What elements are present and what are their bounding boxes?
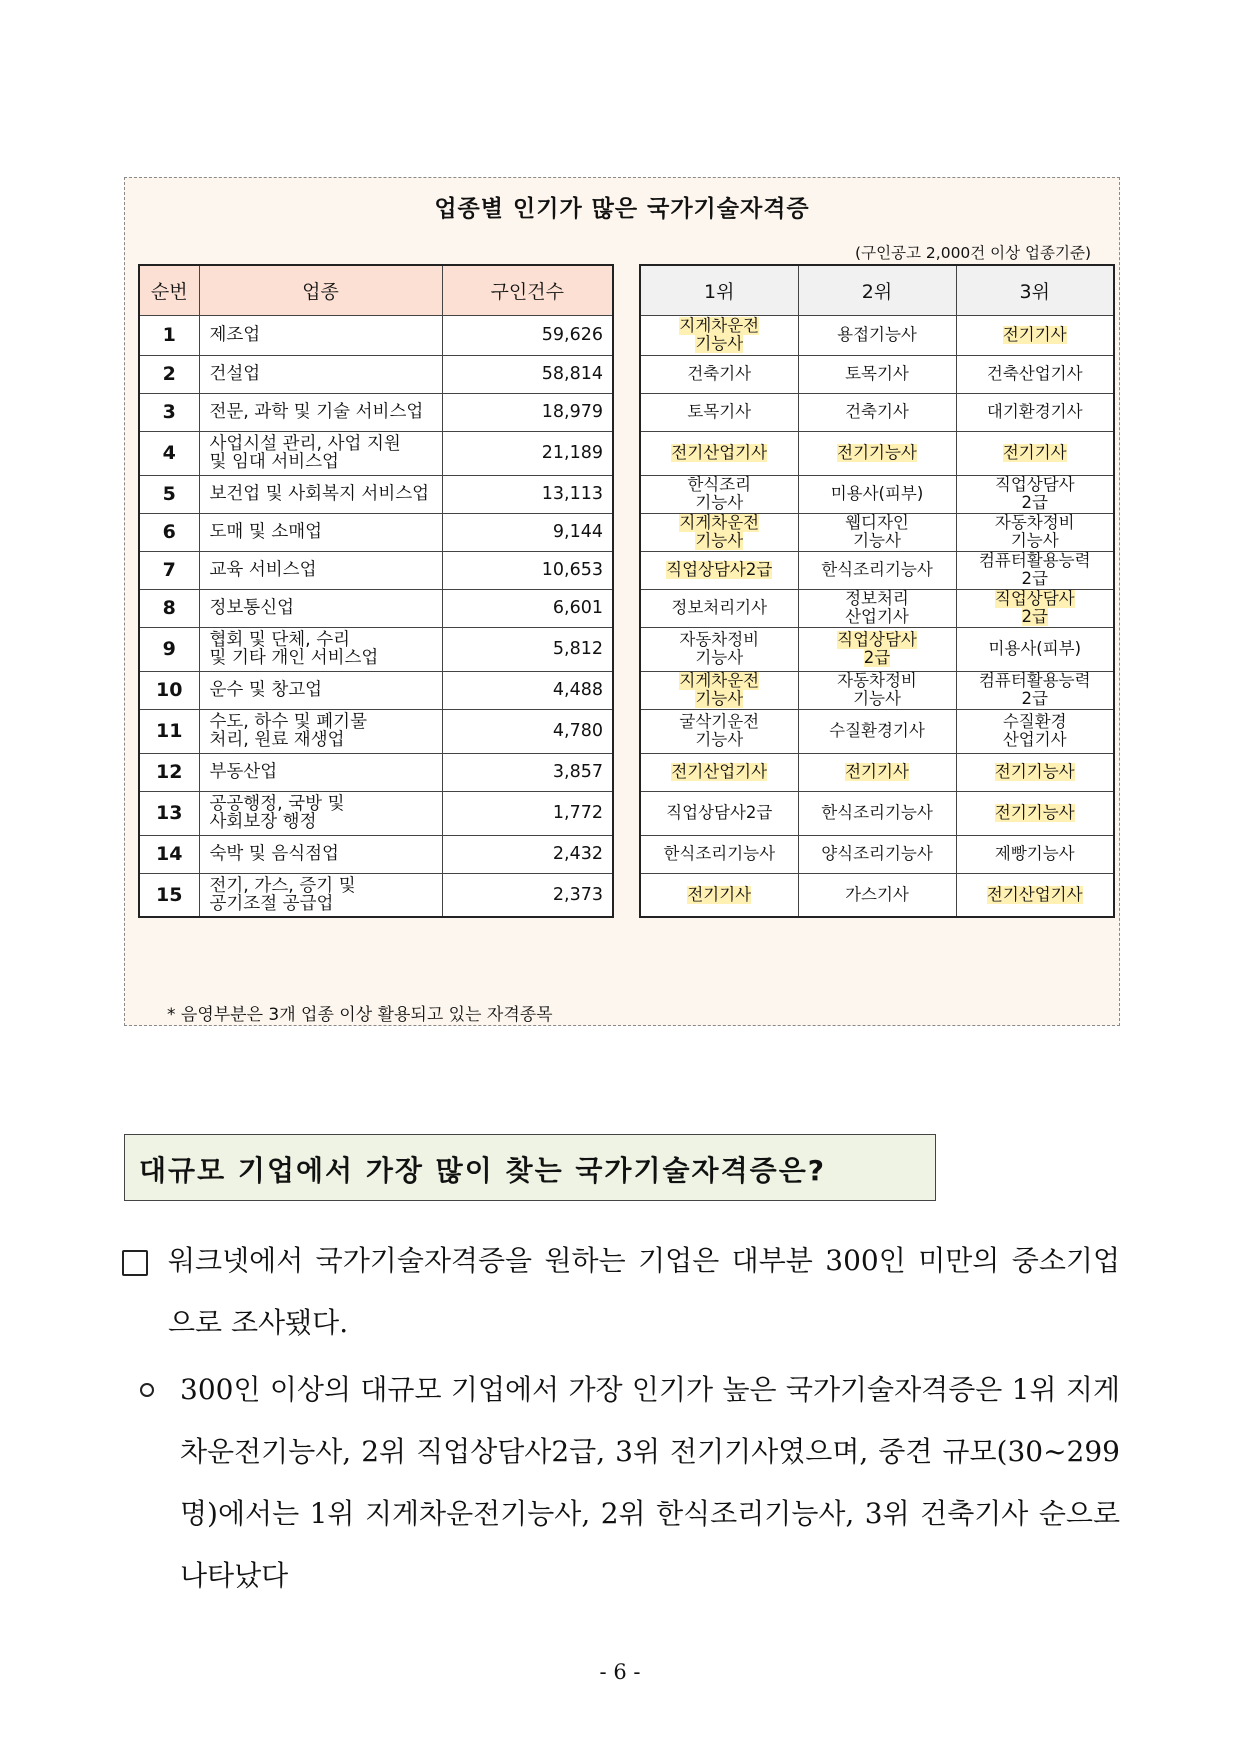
rank1-cell (640, 589, 798, 627)
rank-cell: 1 (139, 315, 199, 355)
count-cell: 3,857 (442, 753, 613, 791)
industry-cell (199, 355, 442, 393)
rank2-cell-line: 정보처리 (845, 589, 909, 608)
table-header-row (139, 265, 613, 315)
table-row (640, 873, 1114, 917)
rank1-cell-line: 한식조리기능사 (663, 844, 776, 863)
rank-cell: 15 (139, 873, 199, 917)
footnote: * 음영부분은 3개 업종 이상 활용되고 있는 자격종목 (167, 1005, 553, 1025)
rank3-cell (956, 873, 1114, 917)
rank-cell: 2 (139, 355, 199, 393)
industry-cell (199, 671, 442, 709)
rank2-cell (798, 671, 956, 709)
industry-cell-line: 공기조절 공급업 (209, 893, 334, 914)
rank-cell: 5 (139, 475, 199, 513)
industry-cell (199, 315, 442, 355)
rank1-cell-line: 토목기사 (687, 402, 752, 421)
rank1-cell (640, 753, 798, 791)
count-cell: 5,812 (442, 627, 613, 671)
rank3-cell-line: 전기기능사 (994, 762, 1075, 781)
header-second: 2위 (798, 265, 956, 315)
rank2-cell (798, 315, 956, 355)
rank1-cell (640, 835, 798, 873)
rank3-cell (956, 753, 1114, 791)
header-count: 구인건수 (442, 265, 613, 315)
rank2-cell-line: 기능사 (853, 531, 901, 550)
count-cell: 13,113 (442, 475, 613, 513)
rank3-cell (956, 355, 1114, 393)
rank2-cell-line: 산업기사 (845, 607, 909, 626)
count-cell: 10,653 (442, 551, 613, 589)
industry-cell-line: 사회보장 행정 (209, 812, 317, 832)
count-cell: 2,373 (442, 873, 613, 917)
count-cell: 9,144 (442, 513, 613, 551)
rank3-cell (956, 393, 1114, 431)
rank2-cell (798, 753, 956, 791)
industry-table (138, 264, 614, 918)
rank3-cell-line: 전기기사 (1002, 325, 1067, 344)
table-row (640, 513, 1114, 551)
paragraph-main: 워크넷에서 국가기술자격증을 원하는 기업은 대부분 300인 미만의 중소기업으로 조사됐다. (168, 1244, 1120, 1339)
header-rank: 순번 (139, 265, 199, 315)
table-row (640, 791, 1114, 835)
rank1-cell (640, 431, 798, 475)
rank1-cell-line: 지게차운전 (679, 671, 760, 690)
industry-cell (199, 791, 442, 835)
header-industry: 업종 (199, 265, 442, 315)
industry-cell-line: 및 기타 개인 서비스업 (209, 648, 379, 668)
rank2-cell (798, 393, 956, 431)
rank2-cell-line: 토목기사 (845, 364, 909, 383)
industry-cell (199, 627, 442, 671)
count-cell: 59,626 (442, 315, 613, 355)
industry-cell-line: 처리, 원료 재생업 (209, 730, 345, 750)
rank3-cell-line: 수질환경 (1002, 712, 1067, 731)
headline-box (124, 1134, 936, 1201)
rank3-cell (956, 835, 1114, 873)
rank-cell: 12 (139, 753, 199, 791)
rank2-cell (798, 513, 956, 551)
table-row (139, 589, 613, 627)
rank1-cell (640, 355, 798, 393)
table-row (139, 355, 613, 393)
rank1-cell (640, 551, 798, 589)
industry-cell (199, 431, 442, 475)
industry-cell (199, 393, 442, 431)
rank-cell: 11 (139, 709, 199, 753)
rank2-cell-line: 웹디자인 (845, 513, 909, 532)
rank2-cell-line: 가스기사 (845, 884, 909, 904)
rank-cell: 4 (139, 431, 199, 475)
rank1-cell-line: 기능사 (695, 648, 744, 667)
rank3-cell (956, 431, 1114, 475)
square-bullet-icon (122, 1250, 148, 1276)
rank3-cell-line: 직업상담사 (994, 589, 1075, 608)
table-row (139, 393, 613, 431)
rank-cell: 7 (139, 551, 199, 589)
rank2-cell-line: 건축기사 (845, 402, 909, 421)
rank3-cell-line: 컴퓨터활용능력 (978, 671, 1091, 690)
industry-cell-line: 공공행정, 국방 및 (209, 794, 345, 814)
rank1-cell-line: 전기산업기사 (671, 762, 768, 781)
rank2-cell-line: 수질환경기사 (829, 721, 925, 740)
industry-cell-line: 및 임대 서비스업 (209, 452, 339, 472)
rank1-cell (640, 873, 798, 917)
rank2-cell (798, 873, 956, 917)
rank1-cell-line: 전기기사 (687, 884, 752, 904)
rank1-cell-line: 한식조리 (687, 475, 752, 494)
rank2-cell (798, 791, 956, 835)
table-row (139, 753, 613, 791)
rank1-cell-line: 기능사 (695, 689, 744, 708)
count-cell: 21,189 (442, 431, 613, 475)
rank3-cell-line: 2급 (1021, 689, 1048, 708)
rank1-cell-line: 기능사 (695, 531, 744, 550)
rank1-cell-line: 직업상담사2급 (666, 560, 773, 579)
rank2-cell-line: 2급 (863, 648, 891, 667)
table-row (139, 835, 613, 873)
rank1-cell (640, 709, 798, 753)
table-row (640, 627, 1114, 671)
industry-cell-line: 건설업 (209, 364, 261, 384)
rank2-cell (798, 589, 956, 627)
rank2-cell (798, 431, 956, 475)
table-row (139, 671, 613, 709)
rank1-cell-line: 건축기사 (687, 364, 752, 383)
rank1-cell (640, 513, 798, 551)
rank1-cell (640, 475, 798, 513)
table-row (640, 393, 1114, 431)
count-cell: 18,979 (442, 393, 613, 431)
rank3-cell-line: 산업기사 (1002, 730, 1067, 749)
rank3-cell (956, 475, 1114, 513)
rank2-cell (798, 709, 956, 753)
table-row (640, 671, 1114, 709)
table-row (640, 475, 1114, 513)
rank1-cell (640, 671, 798, 709)
table-note: (구인공고 2,000건 이상 업종기준) (855, 244, 1091, 262)
industry-cell (199, 589, 442, 627)
rank1-cell-line: 기능사 (695, 493, 744, 512)
table-row (139, 551, 613, 589)
rank2-cell-line: 미용사(피부) (830, 484, 924, 503)
rank1-cell (640, 393, 798, 431)
rank3-cell-line: 컴퓨터활용능력 (978, 551, 1091, 570)
industry-cell (199, 709, 442, 753)
table-title: 업종별 인기가 많은 국가기술자격증 (434, 196, 810, 222)
rank1-cell-line: 전기산업기사 (671, 443, 768, 462)
industry-cell-line: 사업시설 관리, 사업 지원 (209, 434, 401, 454)
rank2-cell-line: 기능사 (853, 689, 901, 708)
table-header-row (640, 265, 1114, 315)
rank1-cell-line: 정보처리기사 (671, 598, 768, 617)
count-cell: 1,772 (442, 791, 613, 835)
rank3-cell (956, 671, 1114, 709)
rank2-cell (798, 627, 956, 671)
table-row (139, 627, 613, 671)
industry-cell-line: 운수 및 창고업 (209, 680, 323, 700)
table-row (139, 709, 613, 753)
table-section (124, 177, 1120, 1026)
rank2-cell-line: 자동차정비 (837, 671, 917, 690)
rank2-cell-line: 용접기능사 (837, 325, 917, 344)
table-row (640, 551, 1114, 589)
rank-cell: 3 (139, 393, 199, 431)
table-row (139, 791, 613, 835)
rank2-cell-line: 전기기사 (845, 762, 909, 781)
rank2-cell (798, 475, 956, 513)
rank2-cell (798, 551, 956, 589)
table-row (139, 315, 613, 355)
table-row (640, 589, 1114, 627)
rank3-cell-line: 대기환경기사 (986, 402, 1083, 421)
industry-cell-line: 부동산업 (209, 762, 278, 782)
rank3-cell-line: 2급 (1021, 493, 1048, 512)
rank1-cell-line: 기능사 (695, 334, 744, 353)
rank3-cell-line: 전기기능사 (994, 803, 1075, 822)
page-number: - 6 - (599, 1660, 641, 1684)
rank1-cell-line: 지게차운전 (679, 316, 760, 335)
industry-cell (199, 513, 442, 551)
rank1-cell (640, 315, 798, 355)
rank3-cell (956, 709, 1114, 753)
rank2-cell-line: 한식조리기능사 (821, 560, 933, 579)
paragraph-sub: 300인 이상의 대규모 기업에서 가장 인기가 높은 국가기술자격증은 1위 지게차운전기능사, 2위 직업상담사2급, 3위 전기기사였으며, 중견 규모(30~299명)에서는 1위 지게차운전기능사, 2위 한식조리기능사, 3위 건축기사 순으로 나타났다 (180, 1373, 1120, 1592)
industry-cell-line: 전기, 가스, 증기 및 (209, 875, 356, 896)
industry-cell-line: 도매 및 소매업 (209, 522, 323, 542)
industry-cell (199, 551, 442, 589)
header-third: 3위 (956, 265, 1114, 315)
rank2-cell-line: 한식조리기능사 (821, 803, 933, 822)
rank2-cell (798, 355, 956, 393)
table-row (640, 753, 1114, 791)
table-row (640, 355, 1114, 393)
rank2-cell-line: 양식조리기능사 (821, 844, 933, 863)
rank3-cell-line: 자동차정비 (994, 513, 1075, 532)
table-row (139, 513, 613, 551)
rank3-cell (956, 315, 1114, 355)
count-cell: 6,601 (442, 589, 613, 627)
count-cell: 2,432 (442, 835, 613, 873)
industry-cell (199, 873, 442, 917)
rank3-cell (956, 589, 1114, 627)
rank-cell: 10 (139, 671, 199, 709)
rank3-cell (956, 791, 1114, 835)
industry-cell-line: 교육 서비스업 (209, 560, 317, 580)
table-row (640, 315, 1114, 355)
header-first: 1위 (640, 265, 798, 315)
rank3-cell-line: 2급 (1021, 569, 1048, 588)
rank3-cell (956, 513, 1114, 551)
rank1-cell (640, 627, 798, 671)
count-cell: 58,814 (442, 355, 613, 393)
rank3-cell-line: 2급 (1021, 607, 1048, 626)
table-row (640, 431, 1114, 475)
rank-cell: 6 (139, 513, 199, 551)
industry-cell (199, 475, 442, 513)
table-row (139, 873, 613, 917)
industry-cell (199, 835, 442, 873)
rank2-cell-line: 직업상담사 (837, 630, 917, 649)
table-row (139, 431, 613, 475)
industry-cell (199, 753, 442, 791)
section-headline: 대규모 기업에서 가장 많이 찾는 국가기술자격증은? (139, 1154, 826, 1187)
rank3-cell-line: 제빵기능사 (994, 844, 1075, 863)
industry-cell-line: 숙박 및 음식점업 (209, 844, 339, 864)
rank-cell: 14 (139, 835, 199, 873)
rank3-cell-line: 건축산업기사 (986, 364, 1083, 383)
circle-bullet-icon (140, 1383, 154, 1397)
industry-cell-line: 협회 및 단체, 수리 (209, 630, 351, 650)
ranking-table (639, 264, 1115, 918)
table-row (640, 835, 1114, 873)
rank-cell: 13 (139, 791, 199, 835)
rank1-cell-line: 지게차운전 (679, 513, 760, 532)
rank3-cell-line: 기능사 (1010, 531, 1059, 550)
rank3-cell (956, 627, 1114, 671)
rank-cell: 9 (139, 627, 199, 671)
rank2-cell-line: 전기기능사 (837, 443, 917, 462)
industry-cell-line: 수도, 하수 및 폐기물 (209, 712, 367, 732)
rank3-cell-line: 전기기사 (1002, 443, 1067, 462)
table-row (139, 475, 613, 513)
rank1-cell-line: 자동차정비 (679, 630, 760, 649)
industry-cell-line: 제조업 (209, 325, 261, 345)
industry-cell-line: 정보통신업 (209, 598, 295, 618)
rank2-cell (798, 835, 956, 873)
rank3-cell-line: 미용사(피부) (988, 639, 1082, 658)
rank1-cell-line: 직업상담사2급 (666, 803, 773, 822)
rank1-cell-line: 기능사 (695, 730, 744, 749)
rank3-cell-line: 전기산업기사 (986, 884, 1083, 904)
industry-cell-line: 전문, 과학 및 기술 서비스업 (209, 402, 424, 422)
rank1-cell-line: 굴삭기운전 (679, 712, 760, 731)
industry-cell-line: 보건업 및 사회복지 서비스업 (209, 484, 430, 504)
rank3-cell (956, 551, 1114, 589)
count-cell: 4,488 (442, 671, 613, 709)
rank-cell: 8 (139, 589, 199, 627)
rank1-cell (640, 791, 798, 835)
count-cell: 4,780 (442, 709, 613, 753)
table-row (640, 709, 1114, 753)
rank3-cell-line: 직업상담사 (994, 475, 1075, 494)
